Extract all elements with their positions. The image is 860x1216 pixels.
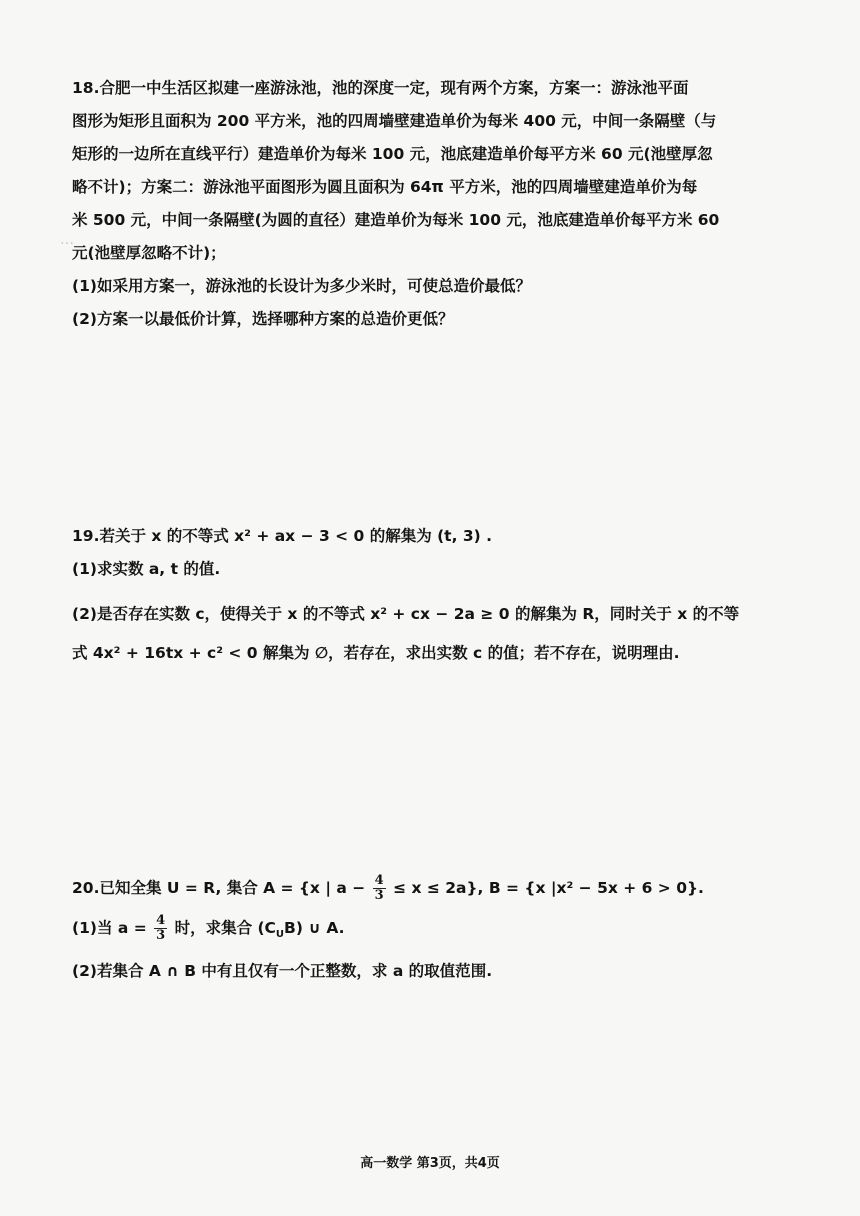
bleed-through-text: … [60, 232, 74, 248]
fraction-denominator: 3 [374, 888, 384, 903]
fraction-numerator: 4 [156, 913, 166, 928]
problem-20-stem-pre: 20.已知全集 U = R, 集合 A = {x | a − [72, 879, 366, 897]
problem-20-q1-tail: B) ∪ A. [284, 919, 345, 937]
problem-18-question-2: (2)方案一以最低价计算，选择哪种方案的总造价更低？ [72, 310, 454, 328]
problem-20-question-2: (2)若集合 A ∩ B 中有且仅有一个正整数，求 a 的取值范围. [72, 962, 493, 981]
problem-19-question-1: (1)求实数 a, t 的值. [72, 560, 221, 578]
problem-19-question-2-line-1: (2)是否存在实数 c，使得关于 x 的不等式 x² + cx − 2a ≥ 0 的解集为 R，同时关于 x 的不等 [72, 605, 740, 623]
problem-19-question-2-line-2: 式 4x² + 16tx + c² < 0 解集为 ∅，若存在，求出实数 c 的值；若不存在，说明理由. [72, 644, 680, 662]
fraction-numerator: 4 [374, 873, 384, 888]
problem-20-question-1 [72, 908, 792, 955]
problem-18 [72, 72, 792, 336]
problem-20-stem [72, 868, 792, 908]
problem-20-stem-post: ≤ x ≤ 2a}, B = {x |x² − 5x + 6 > 0}. [393, 879, 704, 897]
problem-18-line-2: 图形为矩形且面积为 200 平方米，池的四周墙壁建造单价为每米 400 元，中间一条隔壁（与 [72, 112, 717, 130]
problem-18-line-1: 18.合肥一中生活区拟建一座游泳池，池的深度一定，现有两个方案，方案一：游泳池平面 [72, 79, 689, 97]
problem-19-stem: 19.若关于 x 的不等式 x² + ax − 3 < 0 的解集为 (t, 3) . [72, 527, 493, 545]
problem-18-question-1: (1)如采用方案一，游泳池的长设计为多少米时，可使总造价最低？ [72, 277, 531, 295]
page-footer: 高一数学 第3页，共4页 [360, 1156, 500, 1171]
fraction-denominator: 3 [156, 928, 166, 943]
fraction-four-thirds [373, 874, 386, 903]
problem-20 [72, 868, 792, 988]
fraction-four-thirds [154, 914, 167, 943]
problem-20-q1-pre: (1)当 a = [72, 919, 147, 937]
complement-subscript: U [275, 929, 285, 941]
problem-18-line-4: 略不计)；方案二：游泳池平面图形为圆且面积为 64π 平方米，池的四周墙壁建造单价为每 [72, 178, 698, 196]
problem-20-q1-post: 时，求集合 (C [174, 919, 276, 937]
problem-19 [72, 520, 792, 670]
problem-18-line-3: 矩形的一边所在直线平行）建造单价为每米 100 元，池底建造单价每平方米 60 元(池壁厚忽 [72, 145, 713, 163]
problem-18-line-6: 元(池壁厚忽略不计)； [72, 244, 226, 262]
problem-18-line-5: 米 500 元，中间一条隔壁(为圆的直径）建造单价为每米 100 元，池底建造单价每平方米 60 [72, 211, 720, 229]
